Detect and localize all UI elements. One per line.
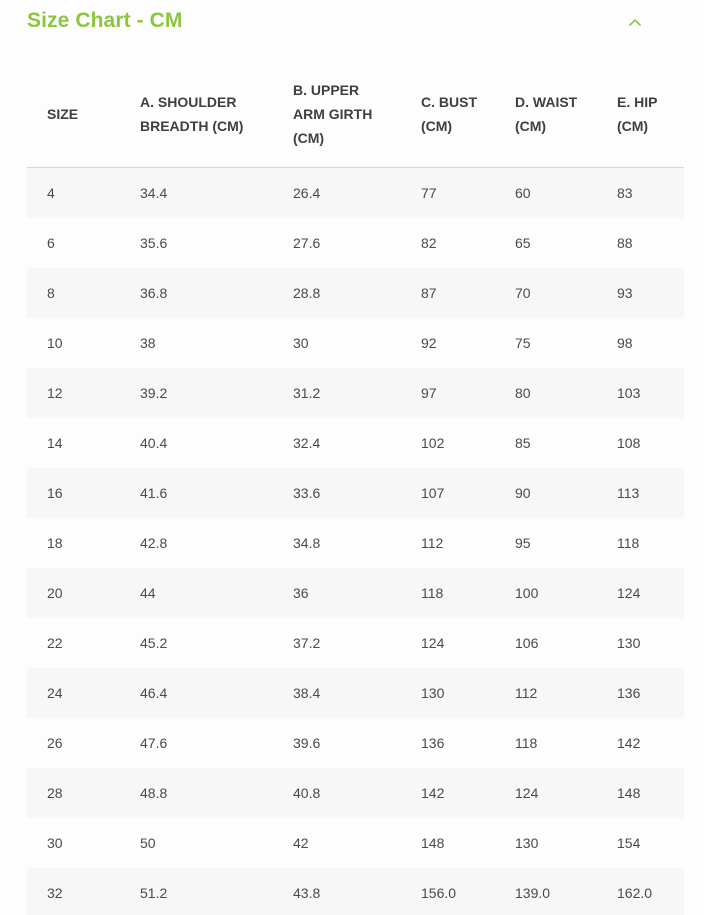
column-header-line: D. WAIST bbox=[515, 93, 578, 110]
cell-waist: 70 bbox=[515, 268, 617, 318]
table-row bbox=[27, 518, 684, 568]
cell-bust: 107 bbox=[421, 468, 515, 518]
cell-bust: 87 bbox=[421, 268, 515, 318]
size-table bbox=[27, 60, 684, 915]
cell-waist: 65 bbox=[515, 218, 617, 268]
cell-upper-arm-girth: 37.2 bbox=[293, 618, 421, 668]
column-header-line: (CM) bbox=[293, 129, 325, 146]
table-row bbox=[27, 668, 684, 718]
cell-upper-arm-girth: 38.4 bbox=[293, 668, 421, 718]
table-row bbox=[27, 368, 684, 418]
cell-hip: 142 bbox=[617, 718, 684, 768]
cell-shoulder-breadth: 51.2 bbox=[140, 868, 293, 915]
cell-waist: 85 bbox=[515, 418, 617, 468]
table-row bbox=[27, 318, 684, 368]
cell-shoulder-breadth: 40.4 bbox=[140, 418, 293, 468]
cell-hip: 130 bbox=[617, 618, 684, 668]
cell-bust: 142 bbox=[421, 768, 515, 818]
cell-bust: 77 bbox=[421, 168, 515, 219]
column-header-hip bbox=[617, 60, 684, 168]
column-header-line: BREADTH (CM) bbox=[140, 117, 244, 134]
cell-size: 32 bbox=[27, 868, 140, 915]
cell-bust: 102 bbox=[421, 418, 515, 468]
cell-upper-arm-girth: 36 bbox=[293, 568, 421, 618]
column-header-line: B. UPPER bbox=[293, 81, 360, 98]
cell-hip: 98 bbox=[617, 318, 684, 368]
cell-hip: 118 bbox=[617, 518, 684, 568]
cell-bust: 148 bbox=[421, 818, 515, 868]
cell-shoulder-breadth: 35.6 bbox=[140, 218, 293, 268]
cell-shoulder-breadth: 39.2 bbox=[140, 368, 293, 418]
cell-hip: 162.0 bbox=[617, 868, 684, 915]
cell-upper-arm-girth: 27.6 bbox=[293, 218, 421, 268]
cell-hip: 113 bbox=[617, 468, 684, 518]
table-row bbox=[27, 168, 684, 219]
cell-hip: 148 bbox=[617, 768, 684, 818]
cell-shoulder-breadth: 36.8 bbox=[140, 268, 293, 318]
column-header-line: (CM) bbox=[617, 117, 649, 134]
cell-shoulder-breadth: 34.4 bbox=[140, 168, 293, 219]
cell-bust: 82 bbox=[421, 218, 515, 268]
chevron-up-icon[interactable] bbox=[627, 17, 643, 29]
cell-size: 4 bbox=[27, 168, 140, 219]
cell-waist: 106 bbox=[515, 618, 617, 668]
cell-upper-arm-girth: 43.8 bbox=[293, 868, 421, 915]
cell-waist: 90 bbox=[515, 468, 617, 518]
cell-bust: 136 bbox=[421, 718, 515, 768]
cell-size: 16 bbox=[27, 468, 140, 518]
cell-waist: 112 bbox=[515, 668, 617, 718]
cell-waist: 124 bbox=[515, 768, 617, 818]
cell-size: 28 bbox=[27, 768, 140, 818]
table-row bbox=[27, 618, 684, 668]
table-row bbox=[27, 818, 684, 868]
cell-shoulder-breadth: 45.2 bbox=[140, 618, 293, 668]
cell-shoulder-breadth: 38 bbox=[140, 318, 293, 368]
cell-hip: 136 bbox=[617, 668, 684, 718]
cell-waist: 139.0 bbox=[515, 868, 617, 915]
cell-bust: 156.0 bbox=[421, 868, 515, 915]
cell-size: 14 bbox=[27, 418, 140, 468]
column-header-line: SIZE bbox=[47, 105, 79, 122]
cell-size: 24 bbox=[27, 668, 140, 718]
cell-upper-arm-girth: 32.4 bbox=[293, 418, 421, 468]
cell-waist: 60 bbox=[515, 168, 617, 219]
cell-hip: 124 bbox=[617, 568, 684, 618]
cell-waist: 130 bbox=[515, 818, 617, 868]
cell-hip: 88 bbox=[617, 218, 684, 268]
cell-size: 22 bbox=[27, 618, 140, 668]
column-header-line: (CM) bbox=[421, 117, 453, 134]
cell-upper-arm-girth: 39.6 bbox=[293, 718, 421, 768]
cell-upper-arm-girth: 42 bbox=[293, 818, 421, 868]
size-chart-accordion-toggle[interactable] bbox=[0, 0, 704, 44]
column-header-upper-arm-girth bbox=[293, 60, 421, 168]
cell-shoulder-breadth: 42.8 bbox=[140, 518, 293, 568]
cell-upper-arm-girth: 40.8 bbox=[293, 768, 421, 818]
table-row bbox=[27, 268, 684, 318]
cell-upper-arm-girth: 31.2 bbox=[293, 368, 421, 418]
cell-size: 18 bbox=[27, 518, 140, 568]
cell-upper-arm-girth: 26.4 bbox=[293, 168, 421, 219]
cell-shoulder-breadth: 50 bbox=[140, 818, 293, 868]
cell-hip: 93 bbox=[617, 268, 684, 318]
table-row bbox=[27, 468, 684, 518]
cell-hip: 154 bbox=[617, 818, 684, 868]
cell-bust: 92 bbox=[421, 318, 515, 368]
column-header-bust bbox=[421, 60, 515, 168]
cell-hip: 103 bbox=[617, 368, 684, 418]
cell-size: 30 bbox=[27, 818, 140, 868]
cell-waist: 75 bbox=[515, 318, 617, 368]
cell-size: 26 bbox=[27, 718, 140, 768]
cell-shoulder-breadth: 48.8 bbox=[140, 768, 293, 818]
cell-bust: 130 bbox=[421, 668, 515, 718]
column-header-waist bbox=[515, 60, 617, 168]
cell-hip: 108 bbox=[617, 418, 684, 468]
column-header-size bbox=[27, 60, 140, 168]
cell-shoulder-breadth: 47.6 bbox=[140, 718, 293, 768]
cell-shoulder-breadth: 41.6 bbox=[140, 468, 293, 518]
column-header-line: A. SHOULDER bbox=[140, 93, 237, 110]
column-header-line: E. HIP bbox=[617, 93, 658, 110]
cell-bust: 97 bbox=[421, 368, 515, 418]
cell-bust: 124 bbox=[421, 618, 515, 668]
cell-upper-arm-girth: 28.8 bbox=[293, 268, 421, 318]
cell-size: 6 bbox=[27, 218, 140, 268]
table-row bbox=[27, 868, 684, 915]
cell-upper-arm-girth: 30 bbox=[293, 318, 421, 368]
cell-upper-arm-girth: 34.8 bbox=[293, 518, 421, 568]
table-row bbox=[27, 768, 684, 818]
cell-waist: 118 bbox=[515, 718, 617, 768]
cell-hip: 83 bbox=[617, 168, 684, 219]
cell-shoulder-breadth: 44 bbox=[140, 568, 293, 618]
cell-waist: 100 bbox=[515, 568, 617, 618]
cell-size: 8 bbox=[27, 268, 140, 318]
cell-shoulder-breadth: 46.4 bbox=[140, 668, 293, 718]
table-row bbox=[27, 218, 684, 268]
column-header-line: (CM) bbox=[515, 117, 547, 134]
cell-upper-arm-girth: 33.6 bbox=[293, 468, 421, 518]
column-header-shoulder-breadth bbox=[140, 60, 293, 168]
cell-bust: 112 bbox=[421, 518, 515, 568]
table-row bbox=[27, 418, 684, 468]
column-header-line: ARM GIRTH bbox=[293, 105, 373, 122]
cell-waist: 95 bbox=[515, 518, 617, 568]
table-row bbox=[27, 568, 684, 618]
cell-waist: 80 bbox=[515, 368, 617, 418]
header-row bbox=[27, 60, 684, 168]
cell-size: 20 bbox=[27, 568, 140, 618]
table-body bbox=[27, 168, 684, 915]
accordion-title: Size Chart - CM bbox=[27, 9, 183, 32]
table-row bbox=[27, 718, 684, 768]
cell-size: 12 bbox=[27, 368, 140, 418]
cell-bust: 118 bbox=[421, 568, 515, 618]
cell-size: 10 bbox=[27, 318, 140, 368]
column-header-line: C. BUST bbox=[421, 93, 477, 110]
size-table-container bbox=[27, 60, 664, 915]
